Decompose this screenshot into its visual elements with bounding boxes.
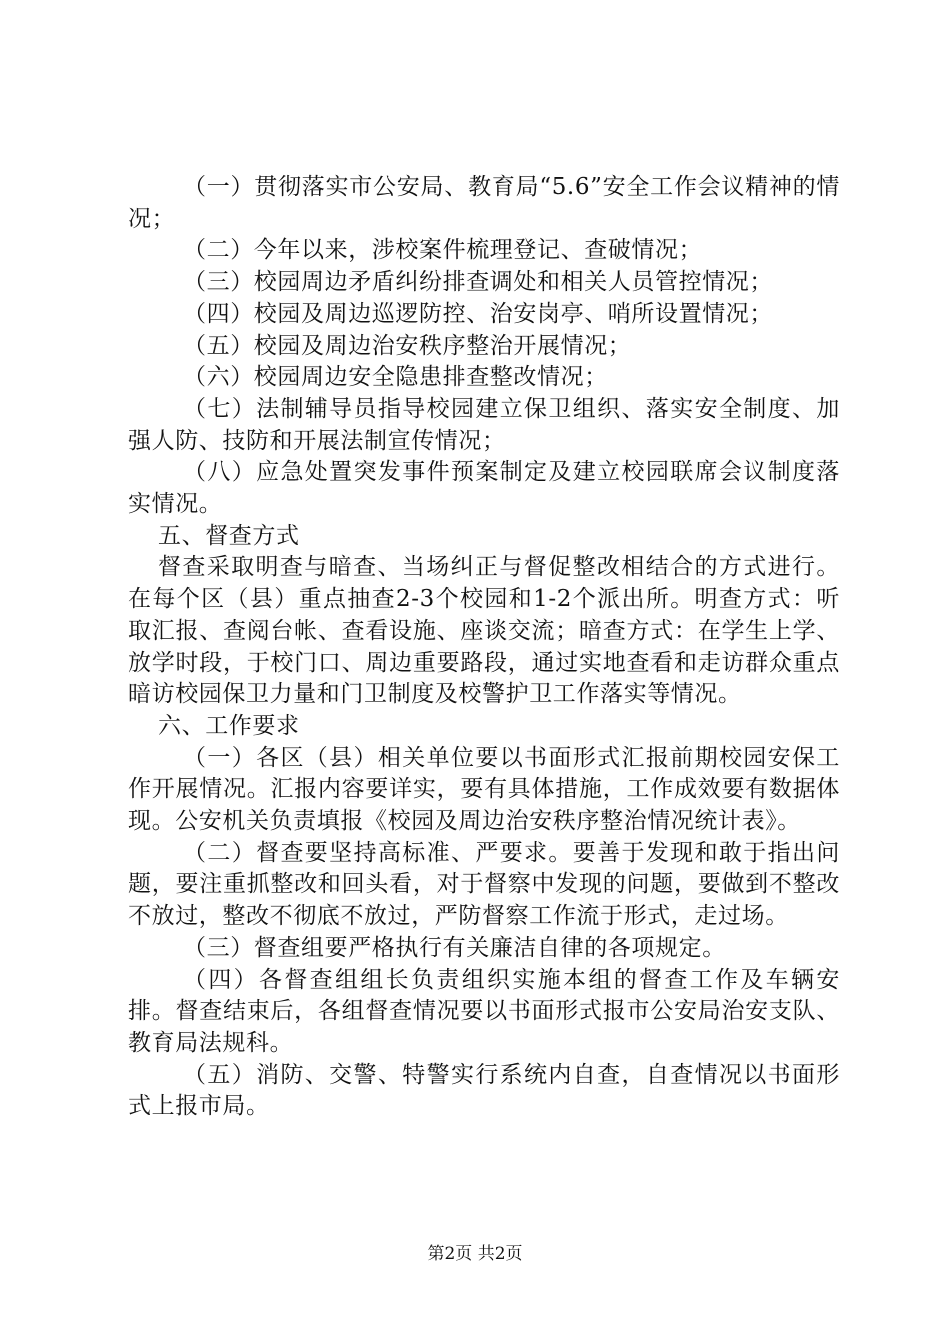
list-item-5: （五）校园及周边治安秩序整治开展情况； — [183, 332, 632, 359]
requirement-item-2: （二）督查要坚持高标准、严要求。要善于发现和敢于指出问题，要注重抓整改和回头看，对于督察中发现的问题，要做到不整改不放过，整改不彻底不放过，严防督察工作流于形式，走过场。 — [128, 839, 840, 930]
requirement-item-4: （四）各督查组组长负责组织实施本组的督查工作及车辆安排。督查结束后，各组督查情况要以书面形式报市公安局治安支队、教育局法规科。 — [128, 966, 840, 1056]
list-item-8: （八）应急处置突发事件预案制定及建立校园联席会议制度落实情况。 — [128, 459, 840, 518]
document-body — [128, 172, 840, 1123]
list-item-3: （三）校园周边矛盾纠纷排查调处和相关人员管控情况； — [183, 269, 773, 296]
requirement-item-3: （三）督查组要严格执行有关廉洁自律的各项规定。 — [183, 934, 726, 961]
section-heading-work-requirements: 六、工作要求 — [158, 712, 300, 739]
section-body-supervision-method: 督查采取明查与暗查、当场纠正与督促整改相结合的方式进行。在每个区（县）重点抽查2-3个校园和1-2个派出所。明查方式：听取汇报、查阅台帐、查看设施、座谈交流；暗查方式：在学生上学、放学时段，于校门口、周边重要路段，通过实地查看和走访群众重点暗访校园保卫力量和门卫制度及校警护卫工作落实等情况。 — [128, 554, 840, 708]
list-item-2: （二）今年以来，涉校案件梳理登记、查破情况； — [183, 237, 703, 264]
list-item-7: （七）法制辅导员指导校园建立保卫组织、落实安全制度、加强人防、技防和开展法制宣传情况； — [128, 395, 840, 454]
page-number-footer: 第2页 共2页 — [427, 1244, 523, 1264]
section-heading-supervision-method: 五、督查方式 — [158, 522, 300, 549]
list-item-4: （四）校园及周边巡逻防控、治安岗亭、哨所设置情况； — [183, 300, 773, 327]
list-item-6: （六）校园周边安全隐患排查整改情况； — [183, 364, 608, 391]
requirement-item-5: （五）消防、交警、特警实行系统内自查，自查情况以书面形式上报市局。 — [128, 1061, 840, 1120]
requirement-item-1: （一）各区（县）相关单位要以书面形式汇报前期校园安保工作开展情况。汇报内容要详实，要有具体措施，工作成效要有数据体现。公安机关负责填报《校园及周边治安秩序整治情况统计表》。 — [128, 744, 840, 835]
list-item-1: （一）贯彻落实市公安局、教育局“5.6”安全工作会议精神的情况； — [128, 174, 840, 232]
